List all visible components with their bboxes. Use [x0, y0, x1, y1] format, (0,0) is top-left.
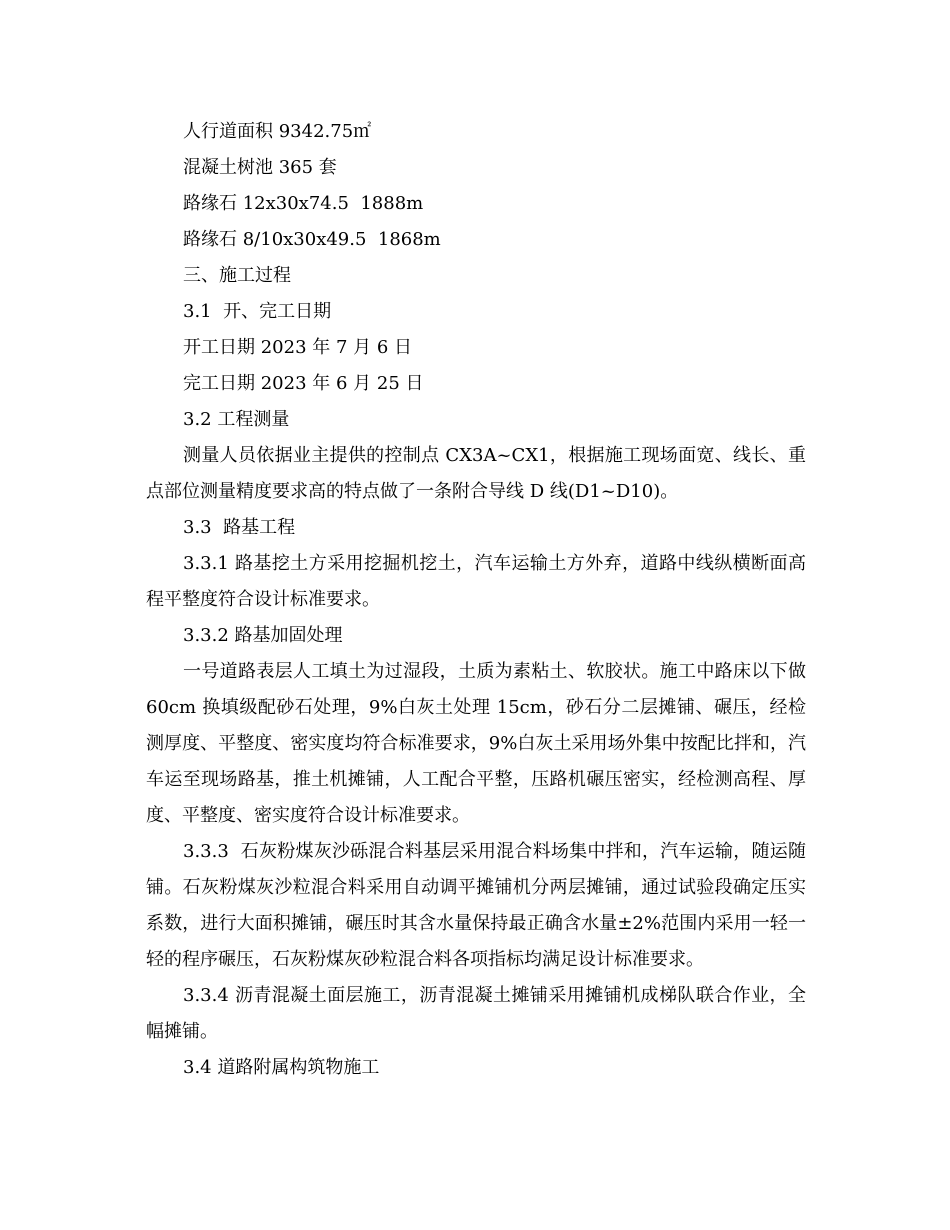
paragraph-start-date: 开工日期 2023 年 7 月 6 日	[183, 337, 413, 358]
paragraph-subgrade-reinforcement: 一号道路表层人工填土为过湿段，土质为素粘土、软胶状。施工中路床以下做 60cm 换填级配砂石处理，9%白灰土处理 15cm，砂石分二层摊铺、碾压，经检测厚度、平整度、密实度均符合标准要求，9%白灰土采用场外集中按配比拌和，汽车运至现场路基，推土机摊铺，人工配合平整，压路机碾压密实，经检测高程、厚度、平整度、密实度符合设计标准要求。	[146, 661, 812, 826]
document-body	[146, 114, 812, 1086]
subsection-heading-3-1: 3.1 开、完工日期	[183, 301, 332, 322]
subsection-heading-3-2: 3.2 工程测量	[183, 409, 290, 430]
paragraph-completion-date: 完工日期 2023 年 6 月 25 日	[183, 373, 424, 394]
paragraph-tree-pits: 混凝土树池 365 套	[183, 157, 337, 178]
paragraph-3-3-1: 3.3.1 路基挖土方采用挖掘机挖土，汽车运输土方外弃，道路中线纵横断面高程平整度符合设计标准要求。	[146, 553, 806, 610]
subsection-heading-3-4: 3.4 道路附属构筑物施工	[183, 1057, 380, 1078]
paragraph-curbstone-1: 路缘石 12x30x74.5 1888m	[183, 193, 424, 214]
paragraph-survey: 测量人员依据业主提供的控制点 CX3A~CX1，根据施工现场面宽、线长、重点部位测量精度要求高的特点做了一条附合导线 D 线(D1~D10)。	[146, 445, 806, 502]
paragraph-sidewalk-area: 人行道面积 9342.75㎡	[183, 121, 372, 142]
paragraph-3-3-3: 3.3.3 石灰粉煤灰沙砾混合料基层采用混合料场集中拌和，汽车运输，随运随铺。石灰粉煤灰沙粒混合料采用自动调平摊铺机分两层摊铺，通过试验段确定压实系数，进行大面积摊铺，碾压时其含水量保持最正确含水量±2%范围内采用一轻一轻的程序碾压，石灰粉煤灰砂粒混合料各项指标均满足设计标准要求。	[146, 841, 806, 970]
paragraph-3-3-4: 3.3.4 沥青混凝土面层施工，沥青混凝土摊铺采用摊铺机成梯队联合作业，全幅摊铺。	[146, 985, 806, 1042]
subsection-heading-3-3-2: 3.3.2 路基加固处理	[183, 625, 343, 646]
paragraph-curbstone-2: 路缘石 8/10x30x49.5 1868m	[183, 229, 441, 250]
section-heading-construction-process: 三、施工过程	[183, 265, 291, 286]
subsection-heading-3-3: 3.3 路基工程	[183, 517, 296, 538]
